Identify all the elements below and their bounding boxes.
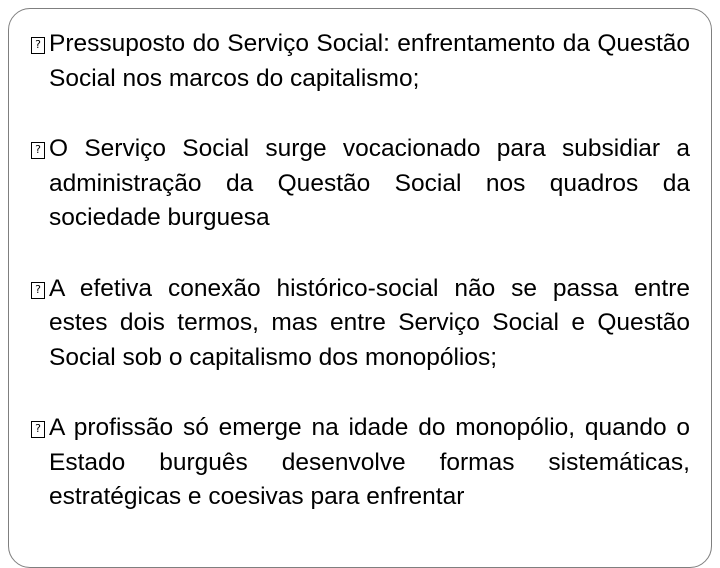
bullet-list — [31, 27, 690, 515]
bullet-text: A efetiva conexão histórico-social não se passa entre estes dois termos, mas entre Serviço Social e Questão Social sob o capitalismo dos monopólios; — [49, 274, 690, 371]
bullet-item — [31, 27, 690, 96]
bullet-marker-icon: ? — [31, 282, 45, 299]
bullet-text: O Serviço Social surge vocacionado para subsidiar a administração da Questão Social nos quadros da sociedade burguesa — [49, 135, 690, 231]
bullet-marker-icon: ? — [31, 142, 45, 159]
bullet-marker-icon: ? — [31, 421, 45, 438]
bullet-item — [31, 272, 690, 376]
bullet-item — [31, 132, 690, 236]
bullet-text: Pressuposto do Serviço Social: enfrentamento da Questão Social nos marcos do capitalismo; — [49, 30, 690, 92]
bullet-marker-icon: ? — [31, 37, 45, 54]
bullet-text: A profissão só emerge na idade do monopólio, quando o Estado burguês desenvolve formas sistemáticas, estratégicas e coesivas para enfrentar — [49, 414, 690, 510]
bullet-item — [31, 411, 690, 515]
